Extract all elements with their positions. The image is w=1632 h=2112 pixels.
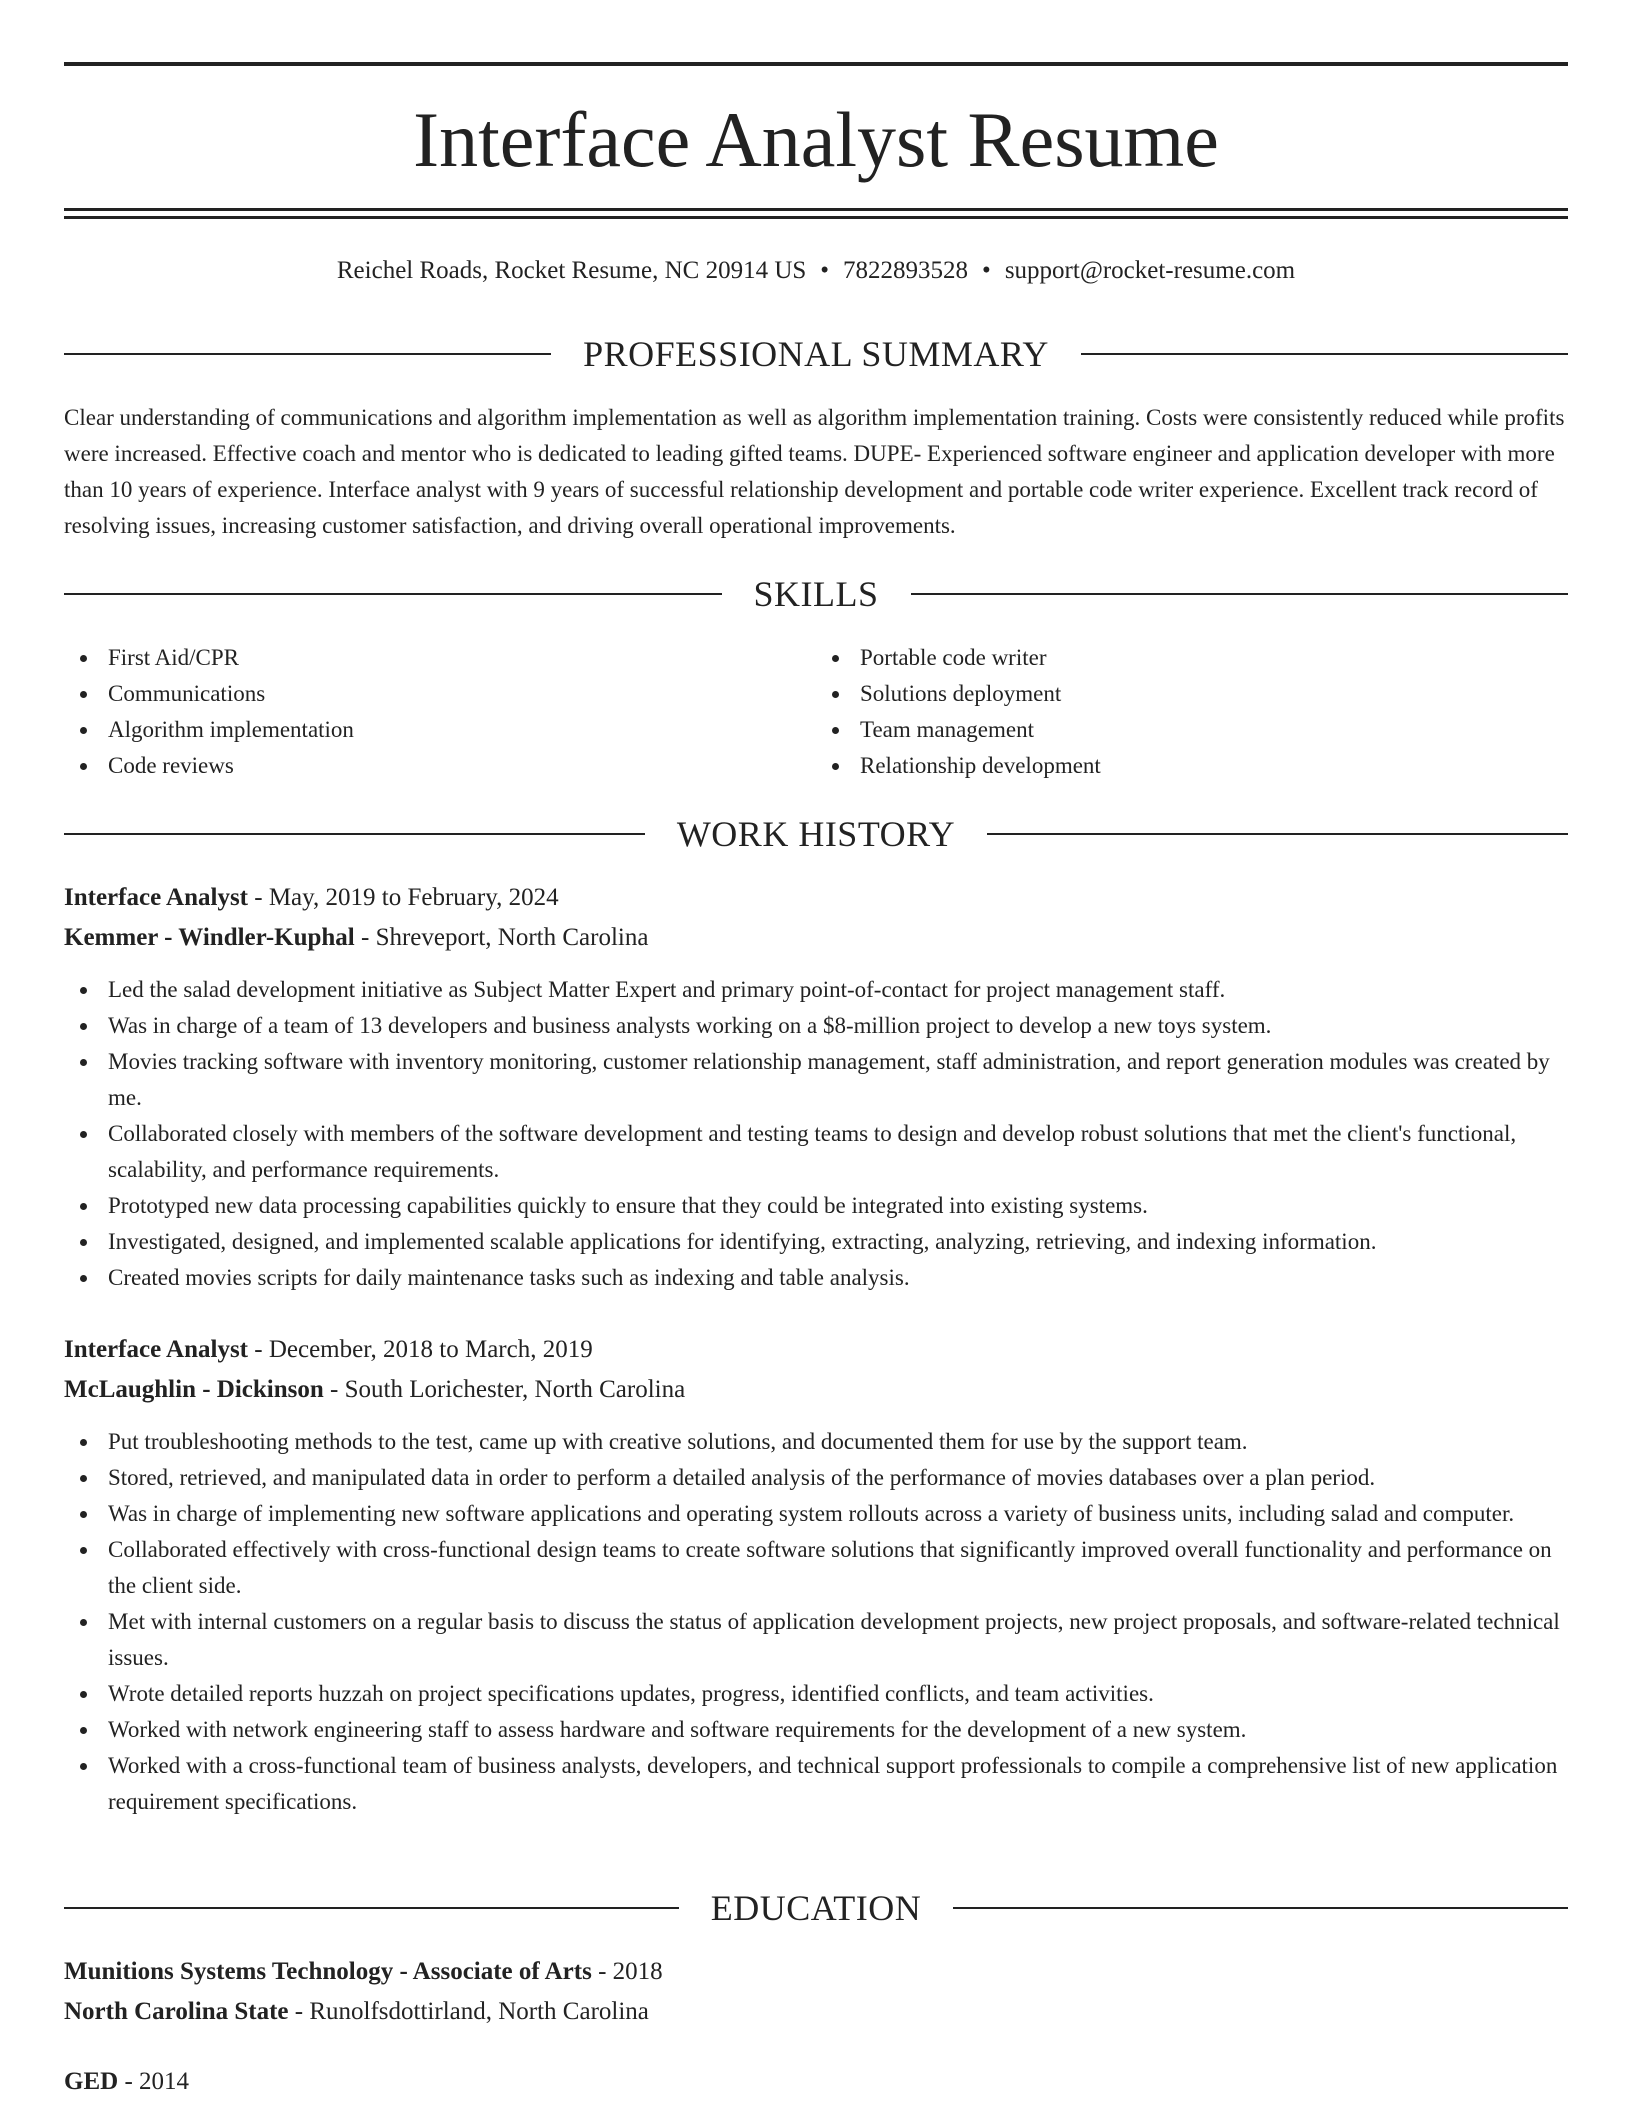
job-bullet: Was in charge of implementing new software applications and operating system rollouts across a variety of business units, including salad and computer. [64,1496,1568,1532]
job-title-line [64,880,1568,916]
skills-column-left [64,640,816,784]
contact-address: Reichel Roads, Rocket Resume, NC 20914 US [336,257,807,284]
job-bullet: Movies tracking software with inventory monitoring, customer relationship management, staff administration, and report generation modules was created by me. [64,1044,1568,1116]
skill-item: First Aid/CPR [64,640,816,676]
education-year: - 2018 [591,1958,663,1985]
job-bullet: Collaborated closely with members of the software development and testing teams to design and develop robust solutions that met the client's functional, scalability, and performance requirements. [64,1116,1568,1188]
skill-item: Algorithm implementation [64,712,816,748]
job-bullets [64,1424,1568,1820]
job-bullet: Led the salad development initiative as Subject Matter Expert and primary point-of-contact for project management staff. [64,972,1568,1008]
job-company-line [64,920,1568,956]
skills-list [64,640,1568,784]
section-title: PROFESSIONAL SUMMARY [583,334,1049,374]
skill-item: Portable code writer [816,640,1568,676]
education-location: - Runolfsdottirland, North Carolina [288,1998,649,2025]
job-location: - Shreveport, North Carolina [354,924,649,951]
job-bullet: Collaborated effectively with cross-functional design teams to create software solutions that significantly improved overall functionality and performance on the client side. [64,1532,1568,1604]
job-bullets [64,972,1568,1296]
contact-separator: • [820,257,830,284]
job-bullet: Wrote detailed reports huzzah on project specifications updates, progress, identified conflicts, and team activities. [64,1676,1568,1712]
skills-column-right [816,640,1568,784]
skill-item: Solutions deployment [816,676,1568,712]
job-dates: - May, 2019 to February, 2024 [248,884,559,911]
job-bullet: Worked with a cross-functional team of business analysts, developers, and technical support professionals to compile a comprehensive list of new application requirement specifications. [64,1748,1568,1820]
job-bullet: Created movies scripts for daily maintenance tasks such as indexing and table analysis. [64,1260,1568,1296]
summary-text: Clear understanding of communications and algorithm implementation as well as algorithm implementation training. Costs were consistently reduced while profits were increased. Effective coach and mentor who is dedicated to leading gifted teams. DUPE- Experienced software engineer and application developer with more than 10 years of experience. Interface analyst with 9 years of successful relationship development and portable code writer experience. Excellent track record of resolving issues, increasing customer satisfaction, and driving overall operational improvements. [64,405,1565,538]
job-title: Interface Analyst [64,1336,248,1363]
job-dates: - December, 2018 to March, 2019 [248,1336,593,1363]
contact-phone: 7822893528 [843,257,969,284]
education-school-line [64,1994,1568,2030]
heading-rule [953,1907,1568,1909]
education-degree-line [64,1954,1568,1990]
heading-rule [64,833,645,835]
job-bullet: Investigated, designed, and implemented scalable applications for identifying, extracting, analyzing, retrieving, and indexing information. [64,1224,1568,1260]
heading-rule [1081,353,1568,355]
skill-item: Relationship development [816,748,1568,784]
education-school: North Carolina State [64,1998,289,2025]
education-degree: GED [64,2068,119,2095]
heading-rule [64,1907,679,1909]
job-title-line [64,1332,1568,1368]
contact-separator: • [982,257,991,284]
job-bullet: Stored, retrieved, and manipulated data in order to perform a detailed analysis of the performance of movies databases over a plan period. [64,1460,1568,1496]
job-company: Kemmer - Windler-Kuphal [64,924,355,951]
heading-rule [64,593,722,595]
resume-title: Interface Analyst Resume [413,96,1219,183]
heading-rule [911,593,1569,595]
job-title: Interface Analyst [64,884,248,911]
job-bullet: Prototyped new data processing capabilities quickly to ensure that they could be integrated into existing systems. [64,1188,1568,1224]
contact-line [64,254,1568,288]
section-heading-summary [64,334,1568,374]
heading-rule [64,353,551,355]
job-company-line [64,1372,1568,1408]
job-company: McLaughlin - Dickinson [64,1376,324,1403]
job-bullet: Met with internal customers on a regular basis to discuss the status of application development projects, new project proposals, and software-related technical issues. [64,1604,1568,1676]
top-rule [64,62,1568,66]
title-rule-upper [64,208,1568,211]
heading-rule [987,833,1568,835]
section-heading-work [64,814,1568,854]
skill-item: Team management [816,712,1568,748]
job-bullet: Was in charge of a team of 13 developers and business analysts working on a $8-million project to develop a new toys system. [64,1008,1568,1044]
title-rule-lower [64,216,1568,219]
section-title: WORK HISTORY [676,814,956,854]
skill-item: Communications [64,676,816,712]
education-degree-line [64,2064,1568,2100]
section-title: EDUCATION [710,1888,922,1928]
section-title: SKILLS [753,574,879,614]
job-bullet: Put troubleshooting methods to the test, came up with creative solutions, and documented them for use by the support team. [64,1424,1568,1460]
section-heading-skills [64,574,1568,614]
education-degree: Munitions Systems Technology - Associate of Arts [64,1958,592,1985]
education-year: - 2014 [118,2068,190,2095]
contact-email: support@rocket-resume.com [1004,257,1296,284]
skill-item: Code reviews [64,748,816,784]
section-heading-education [64,1888,1568,1928]
job-location: - South Lorichester, North Carolina [323,1376,686,1403]
job-bullet: Worked with network engineering staff to assess hardware and software requirements for the development of a new system. [64,1712,1568,1748]
